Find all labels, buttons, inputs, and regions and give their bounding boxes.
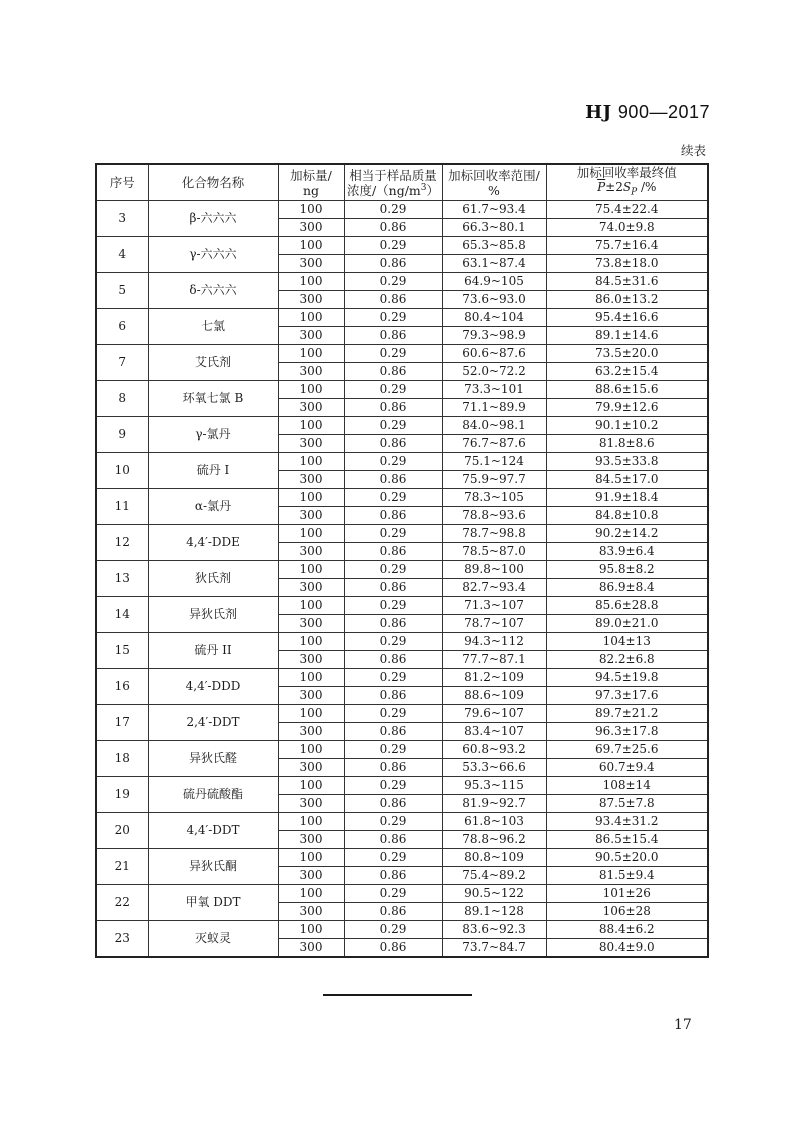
cell-spike-amount: 100 [278,345,344,363]
table-row-sub1 [96,777,708,795]
cell-final-recovery: 69.7±25.6 [546,741,708,759]
cell-concentration: 0.29 [344,669,442,687]
cell-spike-amount: 300 [278,903,344,921]
cell-final-recovery: 101±26 [546,885,708,903]
cell-concentration: 0.29 [344,741,442,759]
table-row-sub1 [96,705,708,723]
cell-recovery-range: 81.2~109 [442,669,546,687]
table-row-sub1 [96,597,708,615]
header-row [96,164,708,201]
cell-concentration: 0.29 [344,417,442,435]
cell-spike-amount: 300 [278,687,344,705]
cell-final-recovery: 81.8±8.6 [546,435,708,453]
cell-recovery-range: 88.6~109 [442,687,546,705]
cell-final-recovery: 94.5±19.8 [546,669,708,687]
cell-recovery-range: 71.3~107 [442,597,546,615]
cell-spike-amount: 100 [278,309,344,327]
cell-spike-amount: 100 [278,885,344,903]
cell-compound-name: 艾氏剂 [148,345,278,381]
cell-compound-name: α-氯丹 [148,489,278,525]
formula-s: S [622,180,632,194]
header-range-line2: % [488,182,500,198]
cell-final-recovery: 97.3±17.6 [546,687,708,705]
cell-seq-number: 11 [96,489,148,525]
cell-concentration: 0.29 [344,633,442,651]
cell-seq-number: 5 [96,273,148,309]
cell-final-recovery: 89.0±21.0 [546,615,708,633]
cell-concentration: 0.86 [344,219,442,237]
table-row-sub1 [96,345,708,363]
cell-concentration: 0.86 [344,543,442,561]
cell-recovery-range: 83.4~107 [442,723,546,741]
cell-spike-amount: 100 [278,417,344,435]
cell-compound-name: 4,4′-DDD [148,669,278,705]
cell-spike-amount: 100 [278,813,344,831]
cell-spike-amount: 100 [278,633,344,651]
table-row-sub1 [96,417,708,435]
cell-concentration: 0.86 [344,723,442,741]
cell-spike-amount: 300 [278,507,344,525]
cell-concentration: 0.86 [344,759,442,777]
table-row-sub1 [96,309,708,327]
footnote-rule [323,994,472,996]
cell-recovery-range: 61.7~93.4 [442,201,546,219]
table-row-sub1 [96,813,708,831]
cell-final-recovery: 89.1±14.6 [546,327,708,345]
header-seq-label: 序号 [109,175,135,191]
header-recovery-range [442,164,546,201]
cell-compound-name: 环氧七氯 B [148,381,278,417]
cell-spike-amount: 300 [278,435,344,453]
cell-seq-number: 7 [96,345,148,381]
cell-seq-number: 4 [96,237,148,273]
cell-concentration: 0.86 [344,435,442,453]
cell-compound-name: 狄氏剂 [148,561,278,597]
cell-recovery-range: 78.7~98.8 [442,525,546,543]
cell-concentration: 0.29 [344,849,442,867]
cell-recovery-range: 78.8~93.6 [442,507,546,525]
header-final-recovery [546,164,708,201]
formula-unit: /% [637,180,657,194]
cell-spike-amount: 300 [278,795,344,813]
cell-recovery-range: 79.3~98.9 [442,327,546,345]
cell-final-recovery: 89.7±21.2 [546,705,708,723]
cell-recovery-range: 82.7~93.4 [442,579,546,597]
cell-final-recovery: 84.5±17.0 [546,471,708,489]
cell-spike-amount: 100 [278,777,344,795]
header-name-label: 化合物名称 [181,175,245,191]
cell-final-recovery: 83.9±6.4 [546,543,708,561]
cell-seq-number: 3 [96,201,148,237]
cell-compound-name: 4,4′-DDE [148,525,278,561]
cell-recovery-range: 78.5~87.0 [442,543,546,561]
cell-concentration: 0.86 [344,471,442,489]
cell-concentration: 0.29 [344,489,442,507]
cell-spike-amount: 100 [278,561,344,579]
header-seq [96,164,148,201]
cell-spike-amount: 300 [278,543,344,561]
cell-concentration: 0.29 [344,885,442,903]
formula-subscript: P [631,187,638,198]
cell-spike-amount: 300 [278,831,344,849]
cell-spike-amount: 300 [278,219,344,237]
cell-spike-amount: 300 [278,615,344,633]
cell-concentration: 0.29 [344,777,442,795]
table-row-sub1 [96,633,708,651]
cell-seq-number: 16 [96,669,148,705]
table-row-sub1 [96,849,708,867]
cell-final-recovery: 88.6±15.6 [546,381,708,399]
cell-recovery-range: 79.6~107 [442,705,546,723]
cell-recovery-range: 65.3~85.8 [442,237,546,255]
cell-concentration: 0.29 [344,237,442,255]
cell-final-recovery: 90.1±10.2 [546,417,708,435]
cell-final-recovery: 104±13 [546,633,708,651]
cell-final-recovery: 75.7±16.4 [546,237,708,255]
cell-recovery-range: 75.1~124 [442,453,546,471]
cell-compound-name: 硫丹 II [148,633,278,669]
cell-concentration: 0.29 [344,201,442,219]
cell-final-recovery: 85.6±28.8 [546,597,708,615]
cell-compound-name: 异狄氏酮 [148,849,278,885]
cell-recovery-range: 89.8~100 [442,561,546,579]
cell-seq-number: 17 [96,705,148,741]
cell-spike-amount: 100 [278,849,344,867]
cell-seq-number: 22 [96,885,148,921]
cell-concentration: 0.86 [344,831,442,849]
cell-spike-amount: 100 [278,273,344,291]
cell-compound-name: δ-六六六 [148,273,278,309]
final-recovery-formula [547,180,708,200]
table-row-sub1 [96,273,708,291]
cell-concentration: 0.29 [344,453,442,471]
cell-concentration: 0.86 [344,399,442,417]
cell-recovery-range: 73.3~101 [442,381,546,399]
cell-final-recovery: 84.8±10.8 [546,507,708,525]
cell-recovery-range: 66.3~80.1 [442,219,546,237]
cell-final-recovery: 90.2±14.2 [546,525,708,543]
header-mass-concentration [344,164,442,201]
cell-final-recovery: 96.3±17.8 [546,723,708,741]
cell-final-recovery: 90.5±20.0 [546,849,708,867]
cell-final-recovery: 87.5±7.8 [546,795,708,813]
cell-recovery-range: 77.7~87.1 [442,651,546,669]
cell-recovery-range: 53.3~66.6 [442,759,546,777]
formula-p-bar: $\overline{P}$ [597,180,606,194]
cell-compound-name: γ-六六六 [148,237,278,273]
cell-spike-amount: 300 [278,471,344,489]
formula-plusminus: ±2 [605,180,623,194]
table-row-sub1 [96,885,708,903]
cell-concentration: 0.86 [344,363,442,381]
cell-spike-amount: 100 [278,201,344,219]
cell-recovery-range: 78.8~96.2 [442,831,546,849]
continued-table-label: 续表 [680,143,706,158]
cell-spike-amount: 100 [278,453,344,471]
cell-compound-name: 异狄氏醛 [148,741,278,777]
cell-recovery-range: 89.1~128 [442,903,546,921]
cell-recovery-range: 78.3~105 [442,489,546,507]
cell-compound-name: γ-氯丹 [148,417,278,453]
cell-spike-amount: 300 [278,255,344,273]
table-row-sub1 [96,237,708,255]
header-conc-line2-pre: 浓度/（ng/m [346,182,421,198]
cell-seq-number: 10 [96,453,148,489]
cell-final-recovery: 86.5±15.4 [546,831,708,849]
cell-recovery-range: 73.7~84.7 [442,939,546,958]
cell-compound-name: 甲氧 DDT [148,885,278,921]
table-row-sub1 [96,525,708,543]
cell-final-recovery: 73.5±20.0 [546,345,708,363]
cell-final-recovery: 63.2±15.4 [546,363,708,381]
cell-spike-amount: 300 [278,327,344,345]
cell-final-recovery: 93.4±31.2 [546,813,708,831]
cell-final-recovery: 106±28 [546,903,708,921]
cell-final-recovery: 91.9±18.4 [546,489,708,507]
header-conc-line1: 相当于样品质量 [349,167,437,183]
cell-concentration: 0.86 [344,795,442,813]
table-row-sub1 [96,921,708,939]
cell-compound-name: 硫丹硫酸酯 [148,777,278,813]
header-amount-line1: 加标量/ [290,167,332,183]
table-row-sub1 [96,201,708,219]
cell-seq-number: 8 [96,381,148,417]
cell-recovery-range: 63.1~87.4 [442,255,546,273]
cell-recovery-range: 75.4~89.2 [442,867,546,885]
cell-spike-amount: 300 [278,579,344,597]
cell-seq-number: 18 [96,741,148,777]
table-row-sub1 [96,489,708,507]
cell-recovery-range: 60.6~87.6 [442,345,546,363]
cell-concentration: 0.86 [344,507,442,525]
cell-final-recovery: 86.0±13.2 [546,291,708,309]
cell-concentration: 0.29 [344,525,442,543]
cell-spike-amount: 300 [278,651,344,669]
cell-final-recovery: 108±14 [546,777,708,795]
table-row-sub1 [96,561,708,579]
cell-recovery-range: 81.9~92.7 [442,795,546,813]
header-spike-amount [278,164,344,201]
cell-seq-number: 20 [96,813,148,849]
cell-spike-amount: 300 [278,867,344,885]
cell-spike-amount: 300 [278,291,344,309]
cell-compound-name: 4,4′-DDT [148,813,278,849]
cell-final-recovery: 74.0±9.8 [546,219,708,237]
cell-spike-amount: 100 [278,237,344,255]
cell-concentration: 0.86 [344,291,442,309]
cell-concentration: 0.86 [344,939,442,958]
standard-code-number: 900—2017 [617,102,710,122]
cell-compound-name: 七氯 [148,309,278,345]
header-compound-name [148,164,278,201]
cell-concentration: 0.86 [344,255,442,273]
cell-seq-number: 12 [96,525,148,561]
cell-final-recovery: 88.4±6.2 [546,921,708,939]
cell-spike-amount: 100 [278,741,344,759]
cell-recovery-range: 75.9~97.7 [442,471,546,489]
cell-compound-name: β-六六六 [148,201,278,237]
cell-spike-amount: 100 [278,597,344,615]
cell-concentration: 0.29 [344,345,442,363]
cell-concentration: 0.29 [344,561,442,579]
cell-concentration: 0.29 [344,273,442,291]
cell-final-recovery: 60.7±9.4 [546,759,708,777]
cell-spike-amount: 300 [278,399,344,417]
cell-seq-number: 15 [96,633,148,669]
cell-spike-amount: 100 [278,921,344,939]
standard-code [585,102,710,123]
cell-final-recovery: 79.9±12.6 [546,399,708,417]
cell-seq-number: 9 [96,417,148,453]
cell-spike-amount: 100 [278,489,344,507]
cell-spike-amount: 100 [278,705,344,723]
cell-recovery-range: 90.5~122 [442,885,546,903]
cell-compound-name: 硫丹 I [148,453,278,489]
cell-concentration: 0.86 [344,867,442,885]
cell-concentration: 0.86 [344,651,442,669]
header-amount-line2: ng [302,182,320,198]
cell-concentration: 0.86 [344,687,442,705]
cell-final-recovery: 84.5±31.6 [546,273,708,291]
standard-code-prefix: HJ [585,102,612,123]
cell-recovery-range: 80.8~109 [442,849,546,867]
cell-concentration: 0.86 [344,579,442,597]
cell-compound-name: 异狄氏剂 [148,597,278,633]
cell-concentration: 0.29 [344,597,442,615]
table-row-sub1 [96,741,708,759]
table-header [96,164,708,201]
cell-final-recovery: 86.9±8.4 [546,579,708,597]
cell-recovery-range: 80.4~104 [442,309,546,327]
cell-compound-name: 2,4′-DDT [148,705,278,741]
cell-spike-amount: 100 [278,381,344,399]
cell-final-recovery: 82.2±6.8 [546,651,708,669]
cell-recovery-range: 52.0~72.2 [442,363,546,381]
cell-seq-number: 13 [96,561,148,597]
cell-spike-amount: 100 [278,669,344,687]
cell-concentration: 0.86 [344,615,442,633]
cell-concentration: 0.86 [344,327,442,345]
cell-recovery-range: 64.9~105 [442,273,546,291]
table-body [96,201,708,958]
recovery-table [95,163,709,958]
cell-compound-name: 灭蚁灵 [148,921,278,958]
cell-seq-number: 19 [96,777,148,813]
header-conc-line2-post: ） [426,182,440,198]
cell-recovery-range: 60.8~93.2 [442,741,546,759]
cell-concentration: 0.29 [344,813,442,831]
table-row-sub1 [96,669,708,687]
cell-recovery-range: 83.6~92.3 [442,921,546,939]
cell-seq-number: 21 [96,849,148,885]
table-row-sub1 [96,381,708,399]
cell-recovery-range: 78.7~107 [442,615,546,633]
cell-seq-number: 14 [96,597,148,633]
cell-spike-amount: 100 [278,525,344,543]
cell-spike-amount: 300 [278,723,344,741]
cell-final-recovery: 93.5±33.8 [546,453,708,471]
cell-recovery-range: 71.1~89.9 [442,399,546,417]
cell-concentration: 0.29 [344,381,442,399]
cell-recovery-range: 95.3~115 [442,777,546,795]
cell-final-recovery: 95.8±8.2 [546,561,708,579]
cell-concentration: 0.29 [344,309,442,327]
header-conc-line2 [345,183,442,198]
cell-seq-number: 6 [96,309,148,345]
cell-final-recovery: 75.4±22.4 [546,201,708,219]
cell-final-recovery: 95.4±16.6 [546,309,708,327]
cell-concentration: 0.29 [344,921,442,939]
cell-recovery-range: 76.7~87.6 [442,435,546,453]
cell-spike-amount: 300 [278,939,344,958]
cell-spike-amount: 300 [278,759,344,777]
cell-spike-amount: 300 [278,363,344,381]
header-conc-superscript: 3 [420,182,427,193]
header-range-line1: 加标回收率范围/ [448,167,540,183]
cell-concentration: 0.29 [344,705,442,723]
header-final-line1: 加标回收率最终值 [576,165,677,180]
table-row-sub1 [96,453,708,471]
cell-final-recovery: 73.8±18.0 [546,255,708,273]
cell-seq-number: 23 [96,921,148,958]
cell-concentration: 0.86 [344,903,442,921]
cell-final-recovery: 81.5±9.4 [546,867,708,885]
cell-recovery-range: 84.0~98.1 [442,417,546,435]
cell-recovery-range: 94.3~112 [442,633,546,651]
cell-recovery-range: 61.8~103 [442,813,546,831]
cell-final-recovery: 80.4±9.0 [546,939,708,958]
page-number: 17 [674,1017,692,1033]
cell-recovery-range: 73.6~93.0 [442,291,546,309]
